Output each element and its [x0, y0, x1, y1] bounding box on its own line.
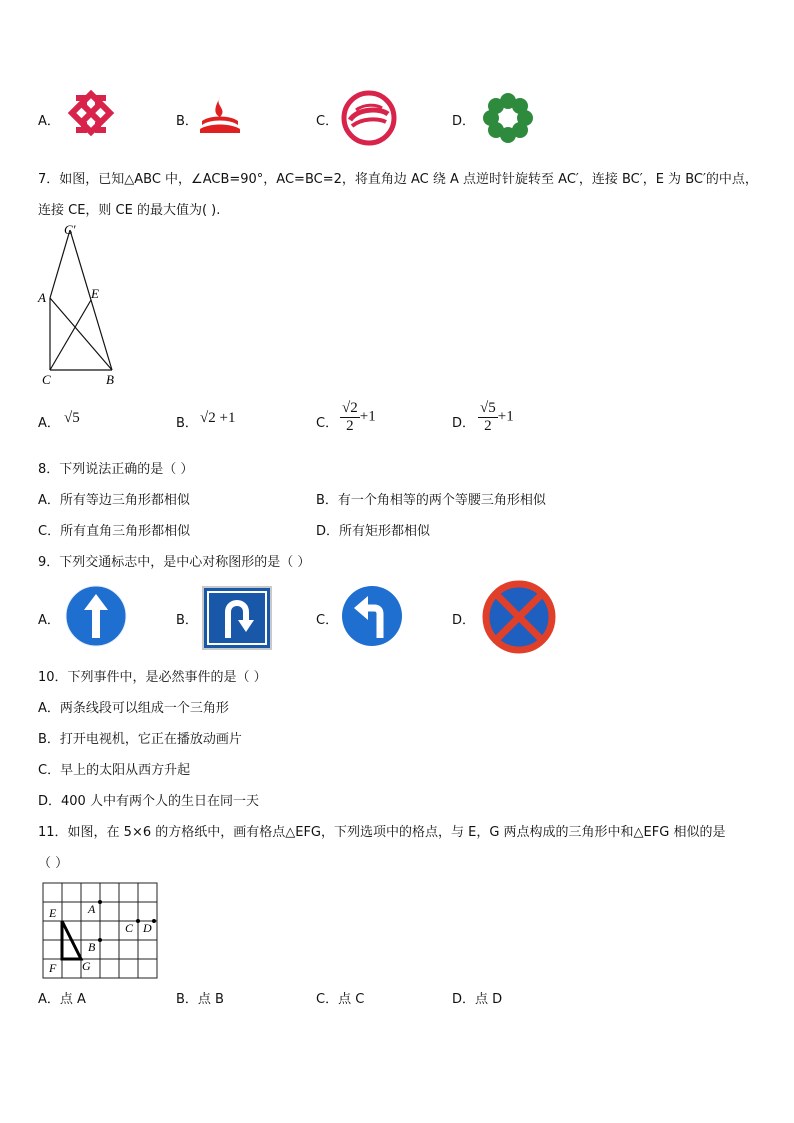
q6-option-a-label: A．	[38, 114, 60, 129]
straight-ahead-sign-icon	[64, 584, 128, 648]
u-turn-sign-icon	[202, 586, 272, 650]
q10-stem: 10．下列事件中，是必然事件的是（ ）	[38, 670, 267, 685]
q8-option-c: C．所有直角三角形都相似	[38, 524, 191, 539]
no-stopping-sign-icon	[478, 578, 560, 656]
q7-option-b-expr: √2 +1	[200, 410, 236, 426]
q11-stem-line1: 11．如图，在 5×6 的方格纸中，画有格点△EFG，下列选项中的格点，与 E，G 两点构成的三角形中和△EFG 相似的是	[38, 825, 726, 840]
q6-option-b-label: B．	[176, 114, 198, 129]
q7-option-c-numerator: √2	[342, 400, 358, 416]
q10-option-b: B．打开电视机，它正在播放动画片	[38, 732, 242, 747]
q11-label-b: B	[88, 940, 96, 954]
q10-option-a: A．两条线段可以组成一个三角形	[38, 701, 229, 716]
q7-option-b-label: B．	[176, 416, 198, 431]
q7-label-e: E	[91, 286, 99, 301]
q11-label-c: C	[125, 921, 134, 935]
q7-option-a-label: A．	[38, 416, 60, 431]
q7-label-c: C	[42, 372, 51, 387]
q7-option-a-expr: √5	[64, 410, 80, 426]
red-swirl-circle-logo-icon	[340, 90, 398, 146]
q11-label-d: D	[143, 921, 152, 935]
q6-option-c-label: C．	[316, 114, 339, 129]
q7-stem-line2: 连接 CE，则 CE 的最大值为( ).	[38, 203, 221, 218]
turn-left-sign-icon	[340, 584, 404, 648]
q10-option-c: C．早上的太阳从西方升起	[38, 763, 191, 778]
q9-option-d-label: D．	[452, 613, 476, 628]
q7-option-d-expr	[478, 400, 514, 434]
q7-label-a: A	[38, 290, 46, 305]
q8-stem: 8．下列说法正确的是（ ）	[38, 462, 194, 477]
q7-label-b: B	[106, 372, 114, 387]
red-knot-logo-icon	[66, 90, 116, 142]
q11-grid-figure	[40, 880, 162, 980]
q7-option-c-expr	[340, 400, 376, 434]
q7-option-c-label: C．	[316, 416, 339, 431]
q8-option-b: B．有一个角相等的两个等腰三角形相似	[316, 493, 546, 508]
q7-option-c-denominator: 2	[346, 417, 354, 434]
q9-option-c-label: C．	[316, 613, 339, 628]
green-flower-logo-icon	[483, 93, 533, 143]
q11-option-c: C．点 C	[316, 992, 365, 1007]
q11-option-b: B．点 B	[176, 992, 224, 1007]
q11-label-a: A	[88, 902, 96, 916]
q7-option-d-label: D．	[452, 416, 476, 431]
q7-label-c-prime: C′	[64, 222, 76, 237]
red-flame-logo-icon	[198, 95, 242, 135]
q8-option-d: D．所有矩形都相似	[316, 524, 431, 539]
q11-label-e: E	[49, 906, 57, 920]
q11-option-d: D．点 D	[452, 992, 503, 1007]
q7-stem-line1: 7．如图，已知△ABC 中，∠ACB=90°，AC=BC=2，将直角边 AC 绕 A 点逆时针旋转至 AC′，连接 BC′，E 为 BC′的中点，	[38, 172, 758, 187]
q11-option-a: A．点 A	[38, 992, 86, 1007]
q8-option-a: A．所有等边三角形都相似	[38, 493, 190, 508]
q6-option-d-label: D．	[452, 114, 476, 129]
q7-option-c-tail: +1	[359, 408, 376, 425]
q7-option-d-tail: +1	[497, 408, 514, 425]
q10-option-d: D．400 人中有两个人的生日在同一天	[38, 794, 259, 809]
q11-label-g: G	[82, 959, 91, 973]
q11-stem-line2: （ ）	[38, 856, 69, 871]
q11-label-f: F	[49, 961, 57, 975]
q7-option-d-numerator: √5	[480, 400, 496, 416]
q9-stem: 9．下列交通标志中，是中心对称图形的是（ ）	[38, 555, 311, 570]
q7-option-d-denominator: 2	[484, 417, 492, 434]
q9-option-a-label: A．	[38, 613, 60, 628]
q9-option-b-label: B．	[176, 613, 198, 628]
q7-figure	[36, 222, 126, 388]
